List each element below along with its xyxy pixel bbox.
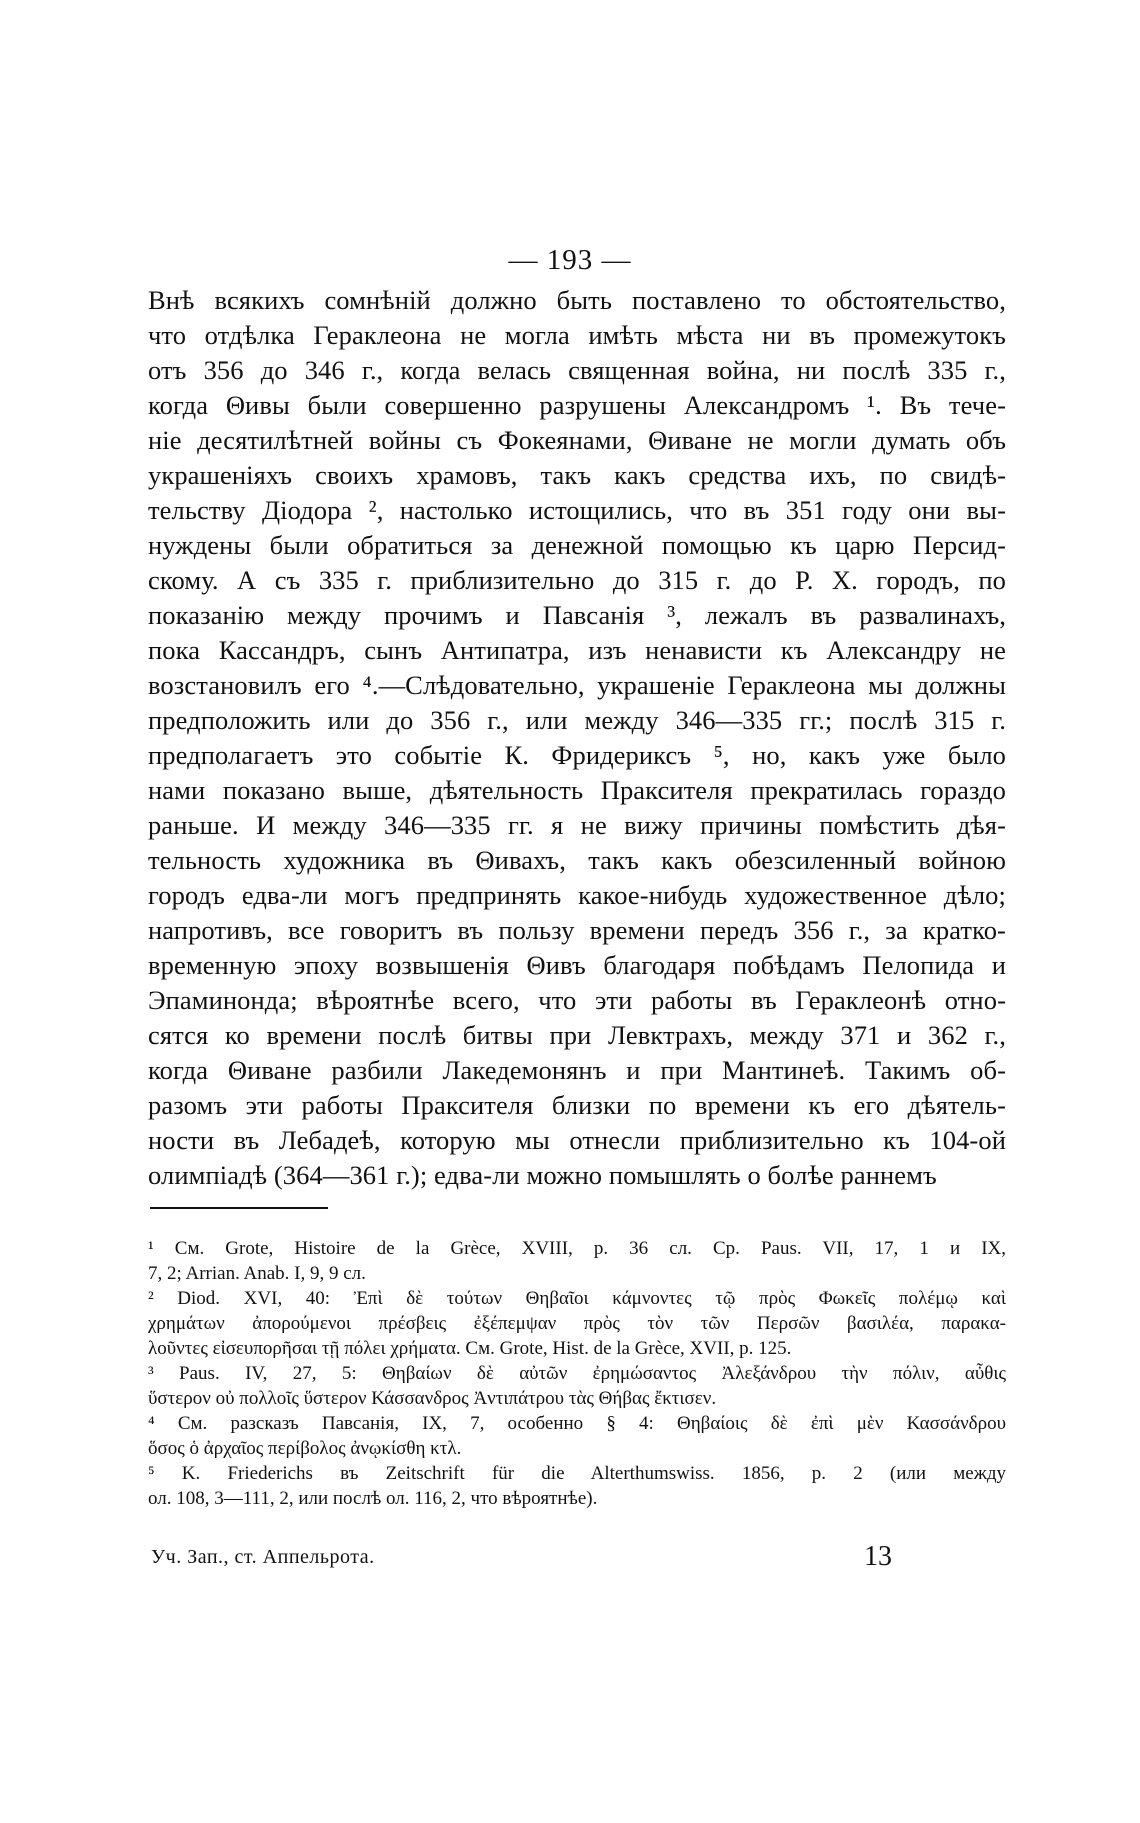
text-line: раньше. И между 346—335 гг. я не вижу причины помѣстить дѣя- [148,810,1006,840]
text-line: тельность художника въ Θивахъ, такъ какъ обезсиленный войною [148,845,1006,875]
text-line: что отдѣлка Гераклеона не могла имѣть мѣста ни въ промежутокъ [148,320,1006,350]
main-text [148,283,1006,1193]
footnote-line: λοῦντες εἰσευπορῆσαι τῇ πόλει χρήματα. См. Grote, Hist. de la Grèce, XVII, p. 125. [148,1338,792,1359]
footnote-line: χρημάτων ἀπορούμενοι πρέσβεις ἐξέπεμψαν πρὸς τὸν τῶν Περσῶν βασιλέα, παρακα- [148,1313,1006,1334]
text-line: когда Θиване разбили Лакедемонянъ и при Мантинеѣ. Такимъ об- [148,1055,1006,1085]
footnote-line: ол. 108, 3—111, 2, или послѣ ол. 116, 2, что вѣроятнѣе). [148,1488,598,1509]
footnotes [148,1236,1006,1511]
footnote-line: ⁵ K. Friederichs въ Zeitschrift für die Alterthumswiss. 1856, p. 2 (или между [148,1463,1006,1484]
text-line: предполагаетъ это событіе К. Фридериксъ ⁵, но, какъ уже было [148,740,1006,770]
footnote-line: 7, 2; Arrian. Anab. I, 9, 9 сл. [148,1263,366,1284]
page-number: — 193 — [508,244,632,276]
text-line: разомъ эти работы Праксителя близки по времени къ его дѣятель- [148,1090,1006,1120]
text-line: временную эпоху возвышенія Θивъ благодаря побѣдамъ Пелопида и [148,950,1006,980]
text-line: нуждены были обратиться за денежной помощью къ царю Персид- [148,530,1006,560]
text-line: сятся ко времени послѣ битвы при Левктрахъ, между 371 и 362 г., [148,1020,1006,1050]
text-line: Эпаминонда; вѣроятнѣе всего, что эти работы въ Гераклеонѣ отно- [148,985,1006,1015]
text-line: напротивъ, все говоритъ въ пользу времени передъ 356 г., за кратко- [148,915,1006,945]
text-line: тельству Діодора ², настолько истощились, что въ 351 году они вы- [148,495,1006,525]
sheet-number: 13 [864,1541,892,1572]
footnote-line: ⁴ См. разсказъ Павсанія, IX, 7, особенно § 4: Θηβαίοις δὲ ἐπὶ μὲν Κασσάνδρου [148,1413,1006,1434]
text-line: ніе десятилѣтней войны съ Фокеянами, Θиване не могли думать объ [148,425,1006,455]
footnote-line: ὅσος ὁ ἀρχαῖος περίβολος ἀνῳκίσθη κτλ. [148,1438,462,1459]
text-line: показанію между прочимъ и Павсанія ³, лежалъ въ развалинахъ, [148,600,1006,630]
footnote-line: ³ Paus. IV, 27, 5: Θηβαίων δὲ αὐτῶν ἐρημώσαντος Ἀλεξάνδρου τὴν πόλιν, αὖθις [148,1363,1006,1384]
footnote-line: ὕστερον οὐ πολλοῖς ὕστερον Κάσσανδρος Ἀντιπάτρου τὰς Θήβας ἔκτισεν. [148,1388,717,1409]
text-line: Внѣ всякихъ сомнѣній должно быть поставлено то обстоятельство, [148,285,1006,315]
text-line: возстановилъ его ⁴.—Слѣдовательно, украшеніе Гераклеона мы должны [148,670,1006,700]
text-line: скому. А съ 335 г. приблизительно до 315 г. до Р. Х. городъ, по [148,565,1006,595]
text-line: предположить или до 356 г., или между 346—335 гг.; послѣ 315 г. [148,705,1006,735]
text-line: городъ едва-ли могъ предпринять какое-нибудь художественное дѣло; [148,880,1006,910]
text-line: нами показано выше, дѣятельность Праксителя прекратилась гораздо [148,775,1006,805]
text-line: пока Кассандръ, сынъ Антипатра, изъ ненависти къ Александру не [148,635,1006,665]
footnote-line: ¹ См. Grote, Histoire de la Grèce, XVIII, p. 36 сл. Ср. Paus. VII, 17, 1 и IX, [148,1238,1006,1259]
footnote-divider [150,1207,328,1209]
text-line: когда Θивы были совершенно разрушены Александромъ ¹. Въ тече- [148,390,1006,420]
text-line: ности въ Лебадеѣ, которую мы отнесли приблизительно къ 104-ой [148,1125,1006,1155]
footnote-line: ² Diod. XVI, 40: Ἐπὶ δὲ τούτων Θηβαῖοι κάμνοντες τῷ πρὸς Φωκεῖς πολέμῳ καὶ [148,1288,1006,1309]
signature-mark: Уч. Зап., ст. Аппельрота. [151,1546,375,1568]
text-line: отъ 356 до 346 г., когда велась священная война, ни послѣ 335 г., [148,355,1006,385]
text-line: украшеніяхъ своихъ храмовъ, такъ какъ средства ихъ, по свидѣ- [148,460,1006,490]
text-line: олимпіадѣ (364—361 г.); едва-ли можно помышлять о болѣе раннемъ [148,1160,937,1190]
